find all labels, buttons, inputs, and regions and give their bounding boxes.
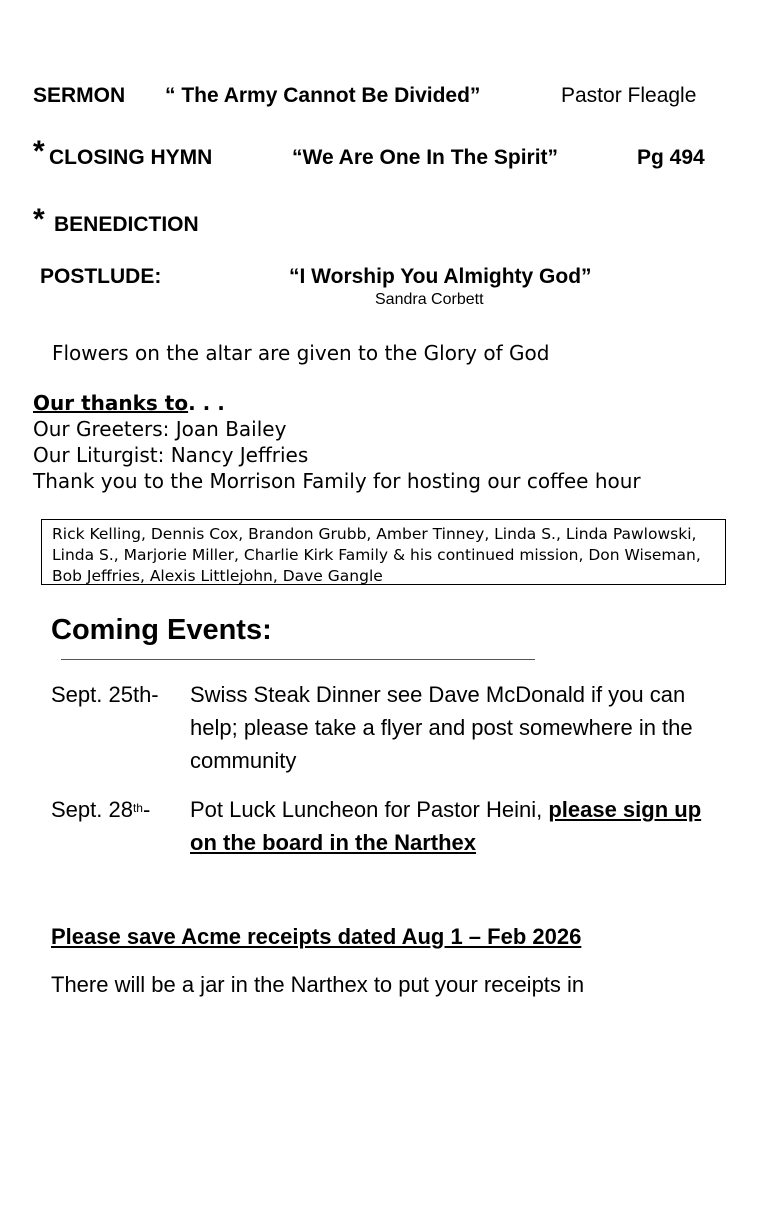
sermon-title: “ The Army Cannot Be Divided” [165,84,481,107]
events-divider [61,659,535,660]
benediction-star: * [33,203,45,236]
event-2-date-main: Sept. 28 [51,797,133,822]
acme-heading: Please save Acme receipts dated Aug 1 – Feb 2026 [51,924,582,949]
event-1-text: Swiss Steak Dinner see Dave McDonald if you can help; please take a flyer and post somewhere in the community [190,682,693,773]
postlude-title: “I Worship You Almighty God” [289,265,592,288]
sermon-label: SERMON [33,84,126,107]
coming-events-title: Coming Events: [51,614,272,646]
acme-note: There will be a jar in the Narthex to put your receipts in [51,972,585,997]
closing-hymn-page: Pg 494 [637,146,705,169]
event-1-date: Sept. 25th- [51,682,159,707]
thanks-heading [33,391,225,415]
coffee-hour-line: Thank you to the Morrison Family for hosting our coffee hour [33,469,641,493]
postlude-composer: Sandra Corbett [375,291,484,308]
closing-hymn-star: * [33,135,45,168]
closing-hymn-title: “We Are One In The Spirit” [292,146,559,169]
thanks-heading-text: Our thanks to [33,391,189,415]
benediction-label: BENEDICTION [54,213,199,236]
liturgist-line: Our Liturgist: Nancy Jeffries [33,443,309,467]
event-2-date-sup: th [132,801,143,815]
flowers-note: Flowers on the altar are given to the Glory of God [52,341,550,365]
sermon-leader: Pastor Fleagle [561,84,697,107]
event-2-text-emphasis: please sign up on the board in the Narthex [190,797,702,855]
event-2-date-suffix: - [142,797,151,822]
thanks-heading-ellipsis: . . . [188,391,225,415]
closing-hymn-label: CLOSING HYMN [49,146,213,169]
event-2-text-main: Pot Luck Luncheon for Pastor Heini, [190,797,549,822]
greeters-line: Our Greeters: Joan Bailey [33,417,287,441]
prayer-list-box: Rick Kelling, Dennis Cox, Brandon Grubb, Amber Tinney, Linda S., Linda Pawlowski, Linda S., Marjorie Miller, Charlie Kirk Family & his continued mission, Don Wiseman, Bob Jeffries, Alexis Littlejohn, Dave Gangle [41,519,726,585]
event-2-date [51,793,150,826]
postlude-label: POSTLUDE: [40,265,162,288]
event-2-text [190,793,718,859]
